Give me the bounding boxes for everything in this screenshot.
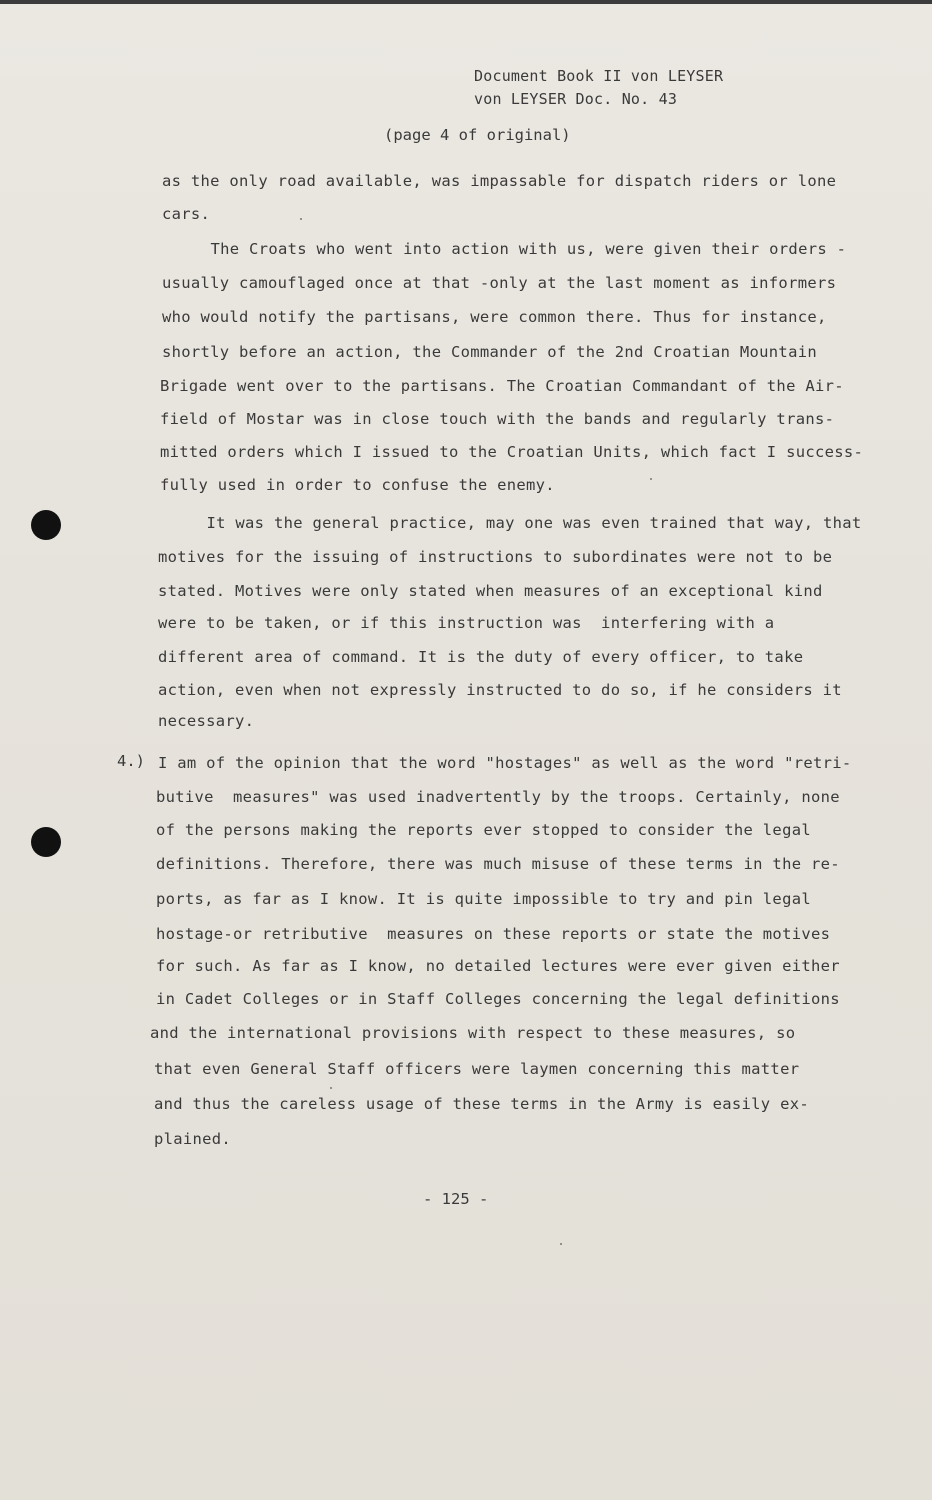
body-line: action, even when not expressly instructed to do so, if he considers it	[158, 681, 842, 699]
body-line: plained.	[154, 1130, 232, 1148]
punch-hole-upper	[31, 510, 61, 540]
body-line: The Croats who went into action with us, were given their orders -	[172, 240, 847, 258]
body-line: in Cadet Colleges or in Staff Colleges concerning the legal definitions	[156, 990, 840, 1008]
body-line: who would notify the partisans, were common there. Thus for instance,	[162, 308, 827, 326]
document-number: von LEYSER Doc. No. 43	[474, 90, 678, 108]
body-line: butive measures" was used inadvertently by the troops. Certainly, none	[156, 788, 840, 806]
body-line: were to be taken, or if this instruction was interfering with a	[158, 614, 775, 632]
document-book-reference: Document Book II von LEYSER	[474, 67, 724, 85]
body-line: shortly before an action, the Commander of the 2nd Croatian Mountain	[162, 343, 817, 361]
body-line: It was the general practice, may one was even trained that way, that	[168, 514, 862, 532]
page-top-edge	[0, 0, 932, 4]
body-line: necessary.	[158, 712, 255, 730]
body-line: usually camouflaged once at that -only at the last moment as informers	[162, 274, 837, 292]
page-number: - 125 -	[423, 1190, 489, 1208]
body-line: as the only road available, was impassable for dispatch riders or lone	[162, 172, 837, 190]
body-line: stated. Motives were only stated when measures of an exceptional kind	[158, 582, 823, 600]
paper-speck	[650, 478, 652, 480]
body-line: Brigade went over to the partisans. The Croatian Commandant of the Air-	[160, 377, 844, 395]
body-line: I am of the opinion that the word "hostages" as well as the word "retri-	[158, 754, 852, 772]
body-line: fully used in order to confuse the enemy.	[160, 476, 555, 494]
paper-speck	[300, 218, 302, 220]
punch-hole-lower	[31, 827, 61, 857]
body-line: and the international provisions with respect to these measures, so	[150, 1024, 796, 1042]
page-of-original-note: (page 4 of original)	[384, 126, 571, 144]
paper-speck	[560, 1243, 562, 1245]
body-line: mitted orders which I issued to the Croatian Units, which fact I success-	[160, 443, 864, 461]
body-line: cars.	[162, 205, 220, 223]
body-line: ports, as far as I know. It is quite impossible to try and pin legal	[156, 890, 811, 908]
body-line: definitions. Therefore, there was much misuse of these terms in the re-	[156, 855, 840, 873]
body-line: for such. As far as I know, no detailed lectures were ever given either	[156, 957, 840, 975]
paper-speck	[330, 1087, 332, 1089]
body-line: hostage-or retributive measures on these reports or state the motives	[156, 925, 831, 943]
body-line: and thus the careless usage of these terms in the Army is easily ex-	[154, 1095, 809, 1113]
body-line: that even General Staff officers were laymen concerning this matter	[154, 1060, 800, 1078]
paragraph-number: 4.)	[117, 752, 145, 770]
body-line: different area of command. It is the duty of every officer, to take	[158, 648, 804, 666]
body-line: of the persons making the reports ever stopped to consider the legal	[156, 821, 811, 839]
body-line: motives for the issuing of instructions to subordinates were not to be	[158, 548, 833, 566]
body-line: field of Mostar was in close touch with the bands and regularly trans-	[160, 410, 835, 428]
